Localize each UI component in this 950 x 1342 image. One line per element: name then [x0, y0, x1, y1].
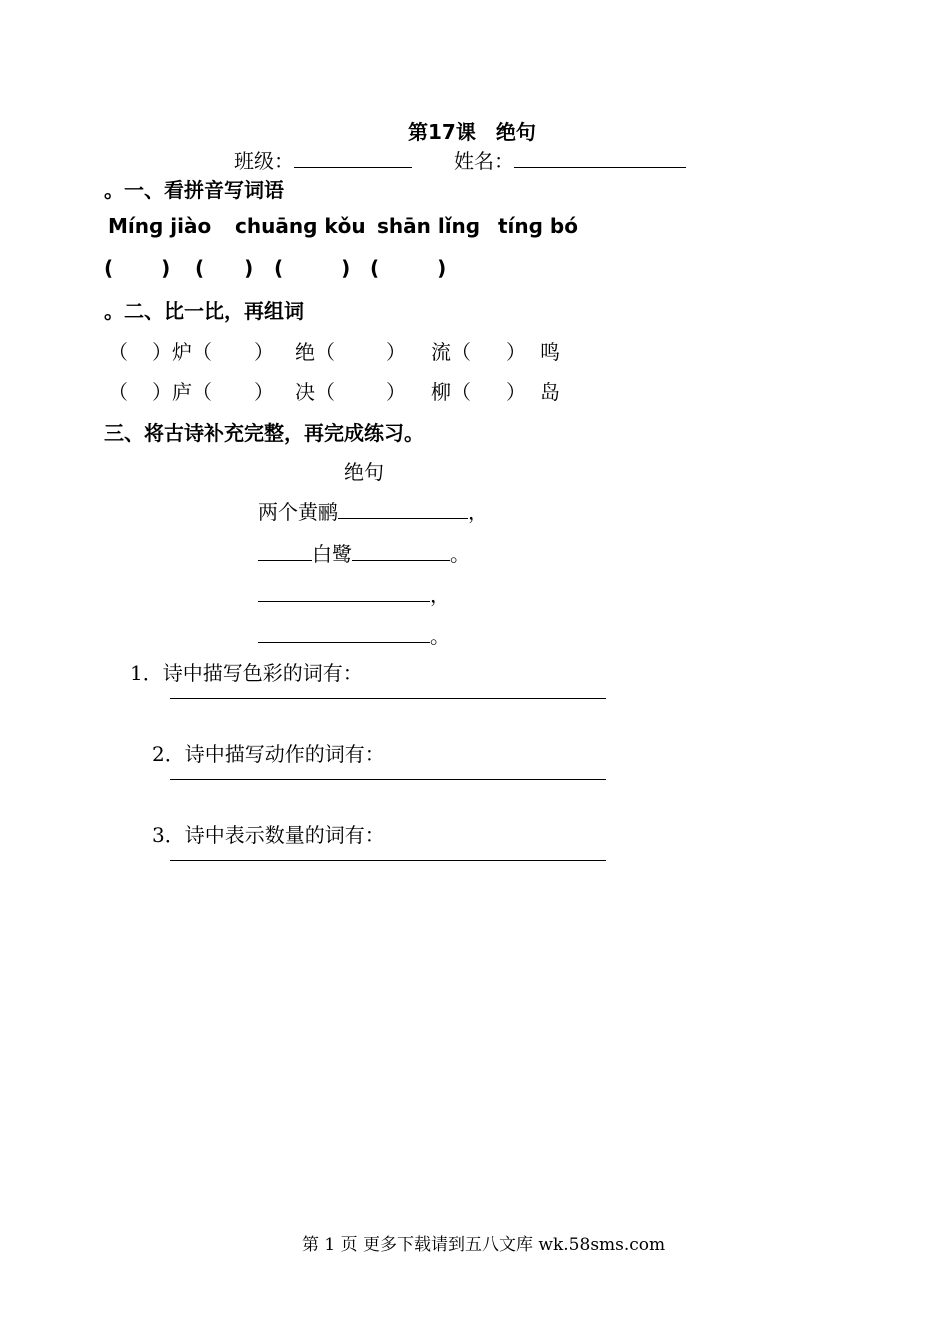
pinyin-2: chuānɡ kǒu — [235, 214, 366, 238]
page-title: 第17课 绝句 — [408, 120, 536, 144]
section1-heading: 。一、看拼音写词语 — [104, 178, 284, 202]
class-blank — [294, 149, 412, 168]
answer-line-3 — [170, 860, 606, 861]
poem-line-3: ， — [258, 579, 450, 608]
pinyin-3: shān lǐnɡ — [377, 214, 481, 238]
answer-line-2 — [170, 779, 606, 780]
poem-blank-2a — [258, 542, 312, 561]
section3-heading: 三、将古诗补充完整，再完成练习。 — [104, 421, 424, 445]
question-3: 3．诗中表示数量的词有： — [152, 823, 385, 847]
pinyin-4: tínɡ bó — [498, 214, 578, 238]
answer-paren-4: ( ) — [370, 256, 447, 280]
question-1: 1．诗中描写色彩的词有： — [130, 661, 363, 685]
page-footer: 第 1 页 更多下载请到五八文库 wk.58sms.com — [302, 1235, 666, 1255]
poem-blank-3 — [258, 583, 430, 602]
answer-line-1 — [170, 698, 606, 699]
answer-paren-2: ( ) — [195, 256, 254, 280]
class-label: 班级： — [234, 149, 294, 173]
section2-heading: 。二、比一比，再组词 — [104, 299, 304, 323]
name-field — [454, 145, 686, 174]
poem-blank-4 — [258, 624, 430, 643]
poem-title: 绝句 — [344, 460, 384, 484]
answer-paren-3: ( ) — [274, 256, 351, 280]
poem-line-1: 两个黄鹂 ， — [258, 500, 488, 524]
answer-paren-1: ( ) — [104, 256, 171, 280]
poem-blank-1 — [338, 500, 468, 519]
name-label: 姓名： — [454, 149, 514, 173]
poem-line-4: 。 — [258, 620, 450, 649]
poem-line-2: 白鹭 。 — [258, 538, 470, 567]
name-blank — [514, 149, 686, 168]
class-field — [234, 145, 412, 174]
question-2: 2．诗中描写动作的词有： — [152, 742, 385, 766]
pinyin-1: Mínɡ jiào — [108, 214, 212, 238]
poem-blank-2b — [352, 542, 450, 561]
